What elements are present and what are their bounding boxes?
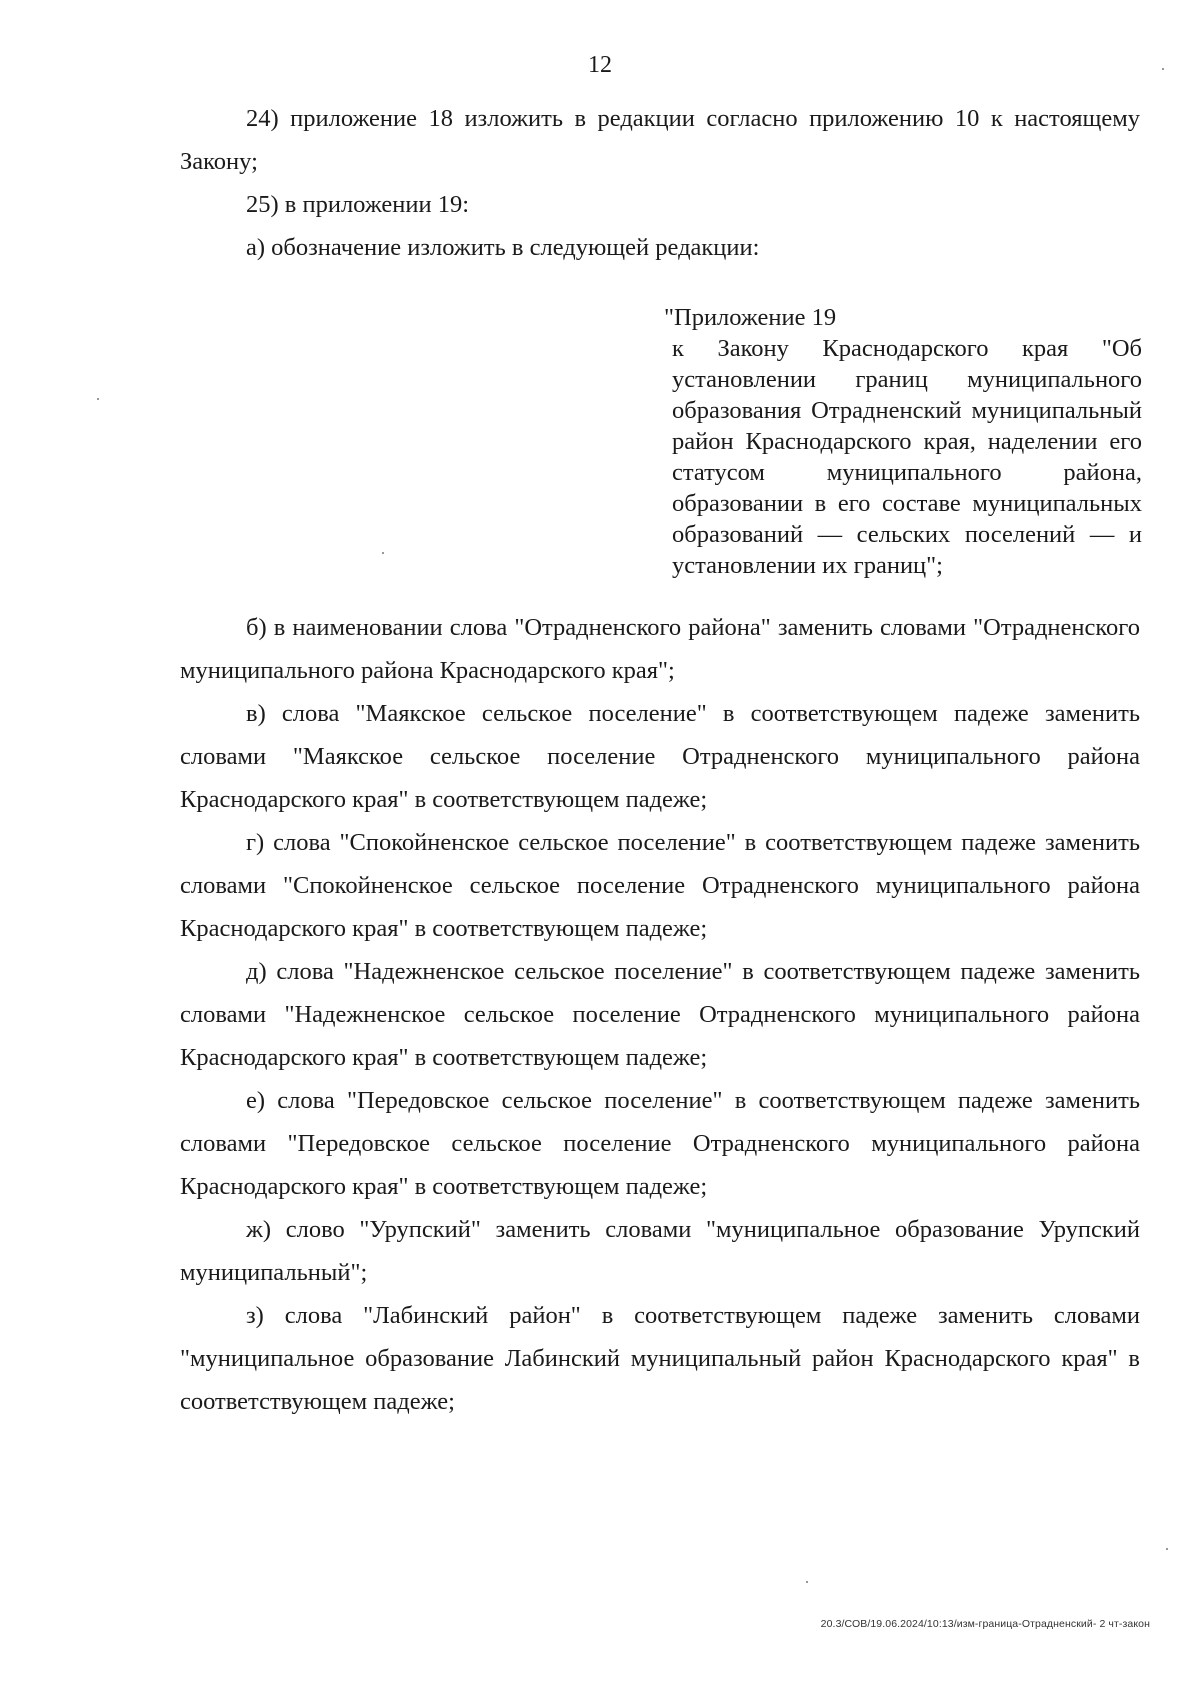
scan-speck	[1162, 68, 1164, 70]
paragraph-25a: а) обозначение изложить в следующей редакции:	[246, 234, 760, 261]
paragraph-24: 24) приложение 18 изложить в редакции согласно приложению 10 к настоящему Закону;	[180, 105, 1140, 175]
annex-heading-block	[664, 302, 1142, 581]
page-number: 12	[588, 52, 612, 78]
paragraph-d: д) слова "Надежненское сельское поселение" в соответствующем падеже заменить словами "Надежненское сельское поселение Отрадненского муниципального района Краснодарского края" в соответствующем падеже;	[180, 958, 1140, 1071]
annex-title: "Приложение 19	[664, 304, 837, 331]
paragraph-g: г) слова "Спокойненское сельское поселение" в соответствующем падеже заменить словами "Спокойненское сельское поселение Отрадненского муниципального района Краснодарского края" в соответствующем падеже;	[180, 829, 1140, 942]
scan-speck	[1166, 1548, 1168, 1550]
paragraph-25: 25) в приложении 19:	[246, 191, 470, 218]
paragraph-e: е) слова "Передовское сельское поселение" в соответствующем падеже заменить словами "Передовское сельское поселение Отрадненского муниципального района Краснодарского края" в соответствующем падеже;	[180, 1087, 1140, 1200]
scan-speck	[97, 398, 99, 400]
annex-body: к Закону Краснодарского края "Об установлении границ муниципального образования Отрадненский муниципальный район Краснодарского края, наделении его статусом муниципального района, образовании в его составе муниципальных образований — сельских поселений — и установлении их границ";	[672, 335, 1142, 579]
scan-speck	[382, 552, 384, 554]
paragraph-zh: ж) слово "Урупский" заменить словами "муниципальное образование Урупский муниципальный";	[180, 1216, 1140, 1286]
document-reference-code: 20.3/СОВ/19.06.2024/10:13/изм-граница-Отрадненский- 2 чт-закон	[820, 1618, 1150, 1630]
paragraph-b: б) в наименовании слова "Отрадненского района" заменить словами "Отрадненского муниципального района Краснодарского края";	[180, 614, 1140, 684]
paragraph-v: в) слова "Маякское сельское поселение" в соответствующем падеже заменить словами "Маякское сельское поселение Отрадненского муниципального района Краснодарского края" в соответствующем падеже;	[180, 700, 1140, 813]
bottom-paragraphs	[180, 606, 1140, 1423]
scan-speck	[806, 1581, 808, 1583]
top-paragraphs	[180, 97, 1140, 269]
paragraph-z: з) слова "Лабинский район" в соответствующем падеже заменить словами "муниципальное образование Лабинский муниципальный район Краснодарского края" в соответствующем падеже;	[180, 1302, 1140, 1415]
